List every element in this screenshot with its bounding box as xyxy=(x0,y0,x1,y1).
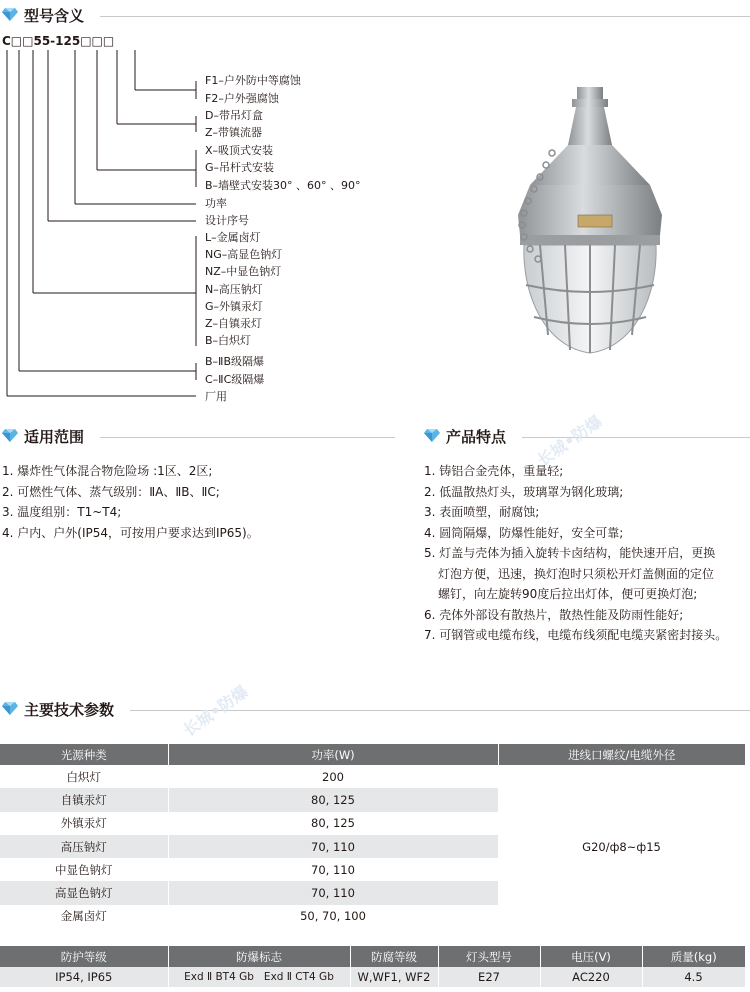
power-value: 50, 70, 100 xyxy=(168,905,498,928)
features-title: 产品特点 xyxy=(446,428,507,446)
list-item: 灯泡方便，迅速，换灯泡时只须松开灯盖侧面的定位 xyxy=(438,566,715,581)
list-item: 1. 铸铝合金壳体，重量轻; xyxy=(424,464,564,478)
gem-icon xyxy=(2,427,18,443)
legend-l: L–金属卤灯 xyxy=(205,231,261,244)
list-item: 4. 圆筒隔爆，防爆性能好，安全可靠; xyxy=(424,525,624,540)
legend-n: N–高压钠灯 xyxy=(205,283,263,296)
table-row xyxy=(0,765,745,788)
list-item: 2. 低温散热灯头，玻璃罩为钢化玻璃; xyxy=(424,484,624,499)
legend-b-lamp: B–白炽灯 xyxy=(205,334,252,347)
table-header: 防护等级 xyxy=(0,946,168,967)
table-row xyxy=(0,967,745,987)
anticorrosion-grade: W,WF1, WF2 xyxy=(350,967,438,987)
legend-design-no: 设计序号 xyxy=(205,214,249,227)
section-divider xyxy=(100,16,750,17)
list-item: 1. 爆炸性气体混合物危险场 :1区、2区; xyxy=(2,464,213,478)
protection-grade: IP54, IP65 xyxy=(0,967,168,987)
power-value: 70, 110 xyxy=(168,858,498,881)
table-header: 电压(V) xyxy=(540,946,642,967)
weight: 4.5 xyxy=(642,967,745,987)
table-header: 灯头型号 xyxy=(438,946,540,967)
section-divider xyxy=(100,437,395,438)
model-code-diagram xyxy=(0,28,400,408)
light-type: 高显色钠灯 xyxy=(0,881,168,904)
table-header: 进线口螺纹/电缆外径 xyxy=(498,744,745,765)
legend-ng: NG–高显色钠灯 xyxy=(205,248,283,261)
legend-factory: 厂用 xyxy=(205,390,227,403)
light-type: 外镇汞灯 xyxy=(0,812,168,835)
specs-title: 主要技术参数 xyxy=(24,701,115,719)
scope-title: 适用范围 xyxy=(24,428,85,446)
table-header: 防腐等级 xyxy=(350,946,438,967)
model-code: C□□55-125□□□ xyxy=(2,34,115,48)
legend-z-mercury: Z–自镇汞灯 xyxy=(205,317,263,330)
light-type: 白炽灯 xyxy=(0,765,168,788)
legend-iib: B–ⅡB级隔爆 xyxy=(205,355,265,368)
list-item: 3. 表面喷塑，耐腐蚀; xyxy=(424,505,540,519)
power-value: 80, 125 xyxy=(168,812,498,835)
light-type: 高压钠灯 xyxy=(0,835,168,858)
legend-g: G–吊杆式安装 xyxy=(205,161,275,174)
table-header: 功率(W) xyxy=(168,744,498,765)
protection-table xyxy=(0,946,746,987)
legend-nz: NZ–中显色钠灯 xyxy=(205,265,282,278)
light-type: 自镇汞灯 xyxy=(0,788,168,811)
scope-list xyxy=(2,461,259,543)
explosion-proof-lamp-image xyxy=(500,85,690,365)
legend-f1: F1–户外防中等腐蚀 xyxy=(205,74,301,87)
legend-g-mercury: G–外镇汞灯 xyxy=(205,300,264,313)
list-item: 螺钉，向左旋转90度后拉出灯体，便可更换灯泡; xyxy=(438,587,698,601)
legend-x: X–吸顶式安装 xyxy=(205,144,274,157)
legend-f2: F2–户外强腐蚀 xyxy=(205,92,279,105)
power-value: 80, 125 xyxy=(168,788,498,811)
power-value: 70, 110 xyxy=(168,881,498,904)
gem-icon xyxy=(424,427,440,443)
table-header: 质量(kg) xyxy=(642,946,745,967)
gem-icon xyxy=(2,6,18,22)
features-list xyxy=(424,461,750,646)
legend-d: D–带吊灯盒 xyxy=(205,109,263,122)
gem-icon xyxy=(2,700,18,716)
watermark: 长城•防爆 xyxy=(179,681,252,741)
watermark: 长城•防爆 xyxy=(533,411,606,471)
power-value: 70, 110 xyxy=(168,835,498,858)
legend-iic: C–ⅡC级隔爆 xyxy=(205,373,265,386)
list-item: 6. 壳体外部设有散热片，散热性能及防雨性能好; xyxy=(424,607,684,622)
thread-value: G20/ф8~ф15 xyxy=(498,765,745,928)
list-item: 7. 可钢管或电缆布线，电缆布线须配电缆夹紧密封接头。 xyxy=(424,628,728,642)
light-type: 金属卤灯 xyxy=(0,905,168,928)
table-header: 防爆标志 xyxy=(168,946,350,967)
lamp-base: E27 xyxy=(438,967,540,987)
voltage: AC220 xyxy=(540,967,642,987)
light-type: 中显色钠灯 xyxy=(0,858,168,881)
explosion-mark: Exd Ⅱ BT4 Gb Exd Ⅱ CT4 Gb xyxy=(168,967,350,987)
list-item: 5. 灯盖与壳体为插入旋转卡卤结构，能快速开启，更换 xyxy=(424,546,716,560)
model-meaning-title: 型号含义 xyxy=(24,7,85,25)
list-item: 2. 可燃性气体、蒸气级别：ⅡA、ⅡB、ⅡC; xyxy=(2,484,220,499)
legend-power: 功率 xyxy=(205,197,227,210)
legend-b-mount: B–墙壁式安装30° 、60° 、90° xyxy=(205,179,361,192)
list-item: 4. 户内、户外(IP54，可按用户要求达到IP65)。 xyxy=(2,525,259,540)
light-source-table xyxy=(0,744,746,928)
power-value: 200 xyxy=(168,765,498,788)
list-item: 3. 温度组别：T1~T4; xyxy=(2,505,122,519)
legend-z: Z–带镇流器 xyxy=(205,126,263,139)
table-header: 光源种类 xyxy=(0,744,168,765)
